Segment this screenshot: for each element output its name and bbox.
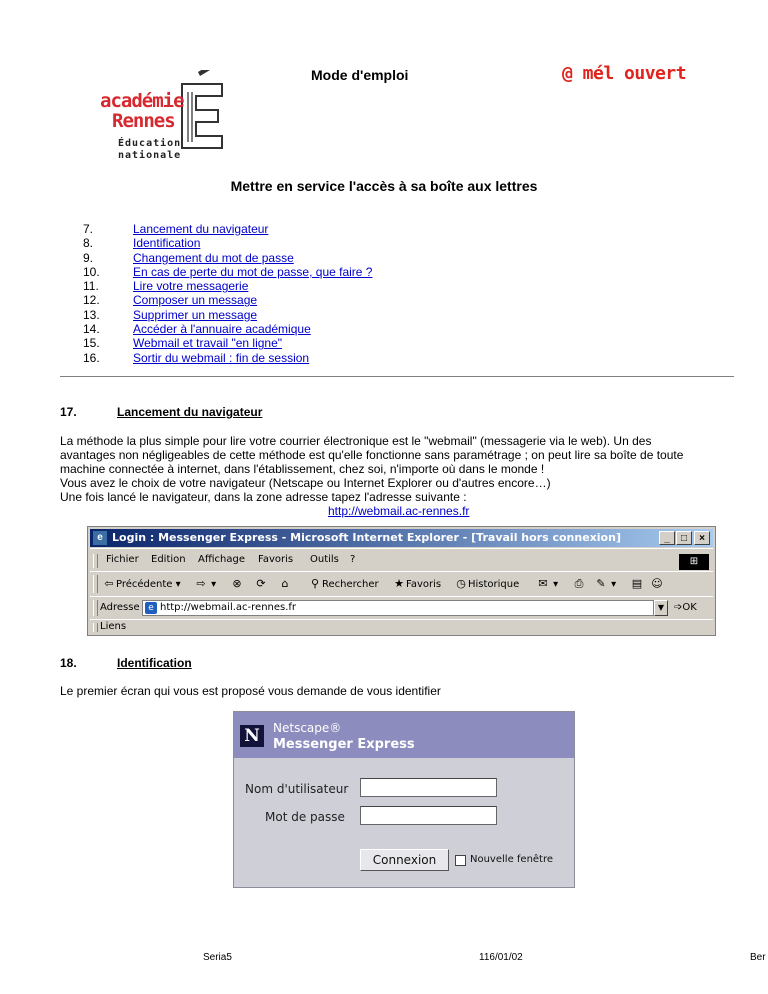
horizontal-divider bbox=[60, 376, 734, 377]
menu-favoris[interactable]: Favoris bbox=[258, 554, 294, 565]
toc-link-sortir[interactable]: Sortir du webmail : fin de session bbox=[133, 350, 310, 365]
refresh-button[interactable] bbox=[254, 577, 268, 591]
logo-academie-text: académie bbox=[100, 90, 184, 112]
search-button[interactable] bbox=[308, 577, 379, 591]
menu-edition[interactable]: Edition bbox=[151, 554, 186, 565]
new-window-label: Nouvelle fenêtre bbox=[470, 854, 554, 865]
edit-button[interactable]: ✎ ▾ bbox=[594, 577, 616, 591]
section-18-heading bbox=[60, 656, 460, 670]
toc-link-en-ligne[interactable]: Webmail et travail "en ligne" bbox=[133, 336, 283, 351]
toc-link-composer[interactable]: Composer un message bbox=[133, 293, 258, 308]
links-grip bbox=[93, 623, 98, 632]
mel-ouvert-logo: @ mél ouvert bbox=[562, 63, 687, 84]
search-label: Rechercher bbox=[322, 579, 379, 590]
maximize-icon[interactable]: □ bbox=[676, 531, 692, 545]
menu-outils[interactable]: Outils bbox=[310, 554, 339, 565]
home-icon: ⌂ bbox=[281, 577, 289, 590]
favorites-icon: ★ bbox=[394, 577, 404, 590]
go-arrow-icon: ➩ bbox=[674, 602, 683, 613]
address-value: http://webmail.ac-rennes.fr bbox=[160, 602, 297, 613]
home-button[interactable] bbox=[278, 577, 292, 591]
toc-number: 9. bbox=[83, 250, 94, 265]
ie-title-bar bbox=[90, 529, 713, 547]
back-button[interactable]: ⇦ Précédente ▾ bbox=[102, 577, 181, 591]
netscape-brand: Netscape® bbox=[273, 721, 342, 735]
address-dropdown-icon[interactable]: ▼ bbox=[654, 600, 668, 616]
section-title: Mettre en service l'accès à sa boîte aux lettres bbox=[230, 178, 538, 194]
ie-address-bar bbox=[90, 596, 713, 620]
toc-number: 14. bbox=[83, 322, 100, 337]
refresh-icon: ⟳ bbox=[256, 577, 266, 590]
ie-browser-window bbox=[87, 526, 716, 636]
section-17-paragraph bbox=[60, 434, 740, 504]
new-window-checkbox[interactable] bbox=[455, 855, 466, 866]
toc-number: 10. bbox=[83, 264, 100, 279]
password-label: Mot de passe bbox=[265, 810, 345, 824]
toolbar-grip bbox=[93, 575, 98, 593]
toc-link-annuaire[interactable]: Accéder à l'annuaire académique bbox=[133, 322, 311, 337]
section-heading-text: Lancement du navigateur bbox=[117, 405, 263, 419]
document-title: Mode d'emploi bbox=[311, 67, 409, 83]
menu-affichage[interactable]: Affichage bbox=[198, 554, 245, 565]
go-label: OK bbox=[682, 602, 697, 613]
messenger-icon: ☺ bbox=[651, 577, 663, 590]
menu-help[interactable]: ? bbox=[350, 554, 356, 565]
section-17-heading bbox=[60, 405, 460, 419]
history-button[interactable] bbox=[454, 577, 519, 591]
minimize-icon[interactable]: _ bbox=[659, 531, 675, 545]
ie-app-icon: e bbox=[93, 531, 107, 545]
favorites-label: Favoris bbox=[406, 579, 442, 590]
ie-menu-bar bbox=[90, 548, 713, 572]
toc-number: 8. bbox=[83, 236, 94, 251]
section-number: 18. bbox=[60, 656, 77, 670]
discuss-icon: ▤ bbox=[631, 577, 643, 590]
username-input[interactable] bbox=[360, 778, 497, 797]
address-label: Adresse bbox=[100, 602, 140, 613]
messenger-button[interactable] bbox=[650, 577, 664, 591]
toc-number: 11. bbox=[83, 279, 99, 294]
footer-left: Seria5 bbox=[203, 952, 232, 963]
toc-number: 13. bbox=[83, 307, 100, 322]
toc-number: 12. bbox=[83, 293, 100, 308]
mail-icon: ✉ bbox=[538, 577, 548, 590]
section-18-paragraph: Le premier écran qui vous est proposé vous demande de vous identifier bbox=[60, 684, 441, 698]
login-header bbox=[234, 712, 574, 758]
close-icon[interactable]: × bbox=[694, 531, 710, 545]
print-button[interactable] bbox=[572, 577, 586, 591]
forward-arrow-icon: ⇨ bbox=[196, 577, 206, 590]
back-label: Précédente bbox=[116, 579, 173, 590]
footer-date: 116/01/02 bbox=[479, 952, 523, 963]
paragraph-line: La méthode la plus simple pour lire votre courrier électronique est le "webmail" (messagerie via le web). Un des bbox=[60, 434, 652, 448]
webmail-url-link[interactable]: http://webmail.ac-rennes.fr bbox=[328, 504, 470, 518]
menu-fichier[interactable]: Fichier bbox=[106, 554, 139, 565]
toc-link-supprimer[interactable]: Supprimer un message bbox=[133, 307, 258, 322]
address-grip bbox=[93, 600, 98, 616]
ie-links-bar bbox=[90, 619, 713, 636]
stop-button[interactable] bbox=[230, 577, 244, 591]
toc-link-perte-mdp[interactable]: En cas de perte du mot de passe, que faire ? bbox=[133, 264, 373, 279]
messenger-express-brand: Messenger Express bbox=[273, 737, 415, 752]
menu-grip bbox=[93, 554, 98, 568]
logo-nationale-text: nationale bbox=[118, 150, 182, 161]
paragraph-line: machine connectée à internet, dans l'établissement, chez soi, n'importe où dans le monde ! bbox=[60, 462, 545, 476]
connexion-button[interactable]: Connexion bbox=[360, 849, 449, 871]
back-arrow-icon: ⇦ bbox=[104, 577, 114, 590]
section-heading-text: Identification bbox=[117, 656, 192, 670]
netscape-logo-icon: N bbox=[240, 725, 264, 747]
section-number: 17. bbox=[60, 405, 77, 419]
favorites-button[interactable] bbox=[392, 577, 441, 591]
toc-link-changement-mdp[interactable]: Changement du mot de passe bbox=[133, 250, 294, 265]
paragraph-line: avantages non négligeables de cette méthode est qu'elle fonctionne sans paramétrage ; on peut lire sa boîte de toute bbox=[60, 448, 684, 462]
mail-button[interactable]: ✉ ▾ bbox=[536, 577, 558, 591]
ie-toolbar bbox=[90, 571, 713, 597]
toc-number: 16. bbox=[83, 350, 100, 365]
toc-link-identification[interactable]: Identification bbox=[133, 236, 201, 251]
paragraph-line: Vous avez le choix de votre navigateur (Netscape ou Internet Explorer ou d'autres encore…) bbox=[60, 476, 551, 490]
stop-icon: ⊗ bbox=[232, 577, 242, 590]
windows-logo-icon: ⊞ bbox=[679, 554, 709, 570]
print-icon: ⎙ bbox=[574, 577, 584, 590]
go-button[interactable] bbox=[674, 602, 697, 613]
footer-right: Ber bbox=[750, 952, 766, 963]
ie-page-icon: e bbox=[145, 602, 157, 614]
history-label: Historique bbox=[468, 579, 520, 590]
address-input[interactable] bbox=[142, 600, 654, 616]
search-icon: ⚲ bbox=[310, 577, 320, 590]
logo-rennes-text: Rennes bbox=[112, 110, 175, 132]
toc-number: 15. bbox=[83, 336, 100, 351]
username-label: Nom d'utilisateur bbox=[245, 782, 349, 796]
links-label[interactable]: Liens bbox=[100, 621, 127, 632]
messenger-login-panel bbox=[233, 711, 575, 888]
discuss-button[interactable] bbox=[630, 577, 644, 591]
academie-rennes-logo bbox=[100, 70, 230, 162]
toc-number: 7. bbox=[83, 222, 94, 236]
history-icon: ◷ bbox=[456, 577, 466, 590]
toc-link-lire-messagerie[interactable]: Lire votre messagerie bbox=[133, 279, 249, 294]
ie-window-title: Login : Messenger Express - Microsoft Internet Explorer - [Travail hors connexion] bbox=[112, 531, 621, 544]
logo-education-text: Éducation bbox=[118, 138, 182, 149]
edit-icon: ✎ bbox=[596, 577, 606, 590]
toc-link-lancement[interactable]: Lancement du navigateur bbox=[133, 222, 269, 236]
paragraph-line: Une fois lancé le navigateur, dans la zone adresse tapez l'adresse suivante : bbox=[60, 490, 467, 504]
password-input[interactable] bbox=[360, 806, 497, 825]
forward-button[interactable]: ⇨ ▾ bbox=[194, 577, 216, 591]
